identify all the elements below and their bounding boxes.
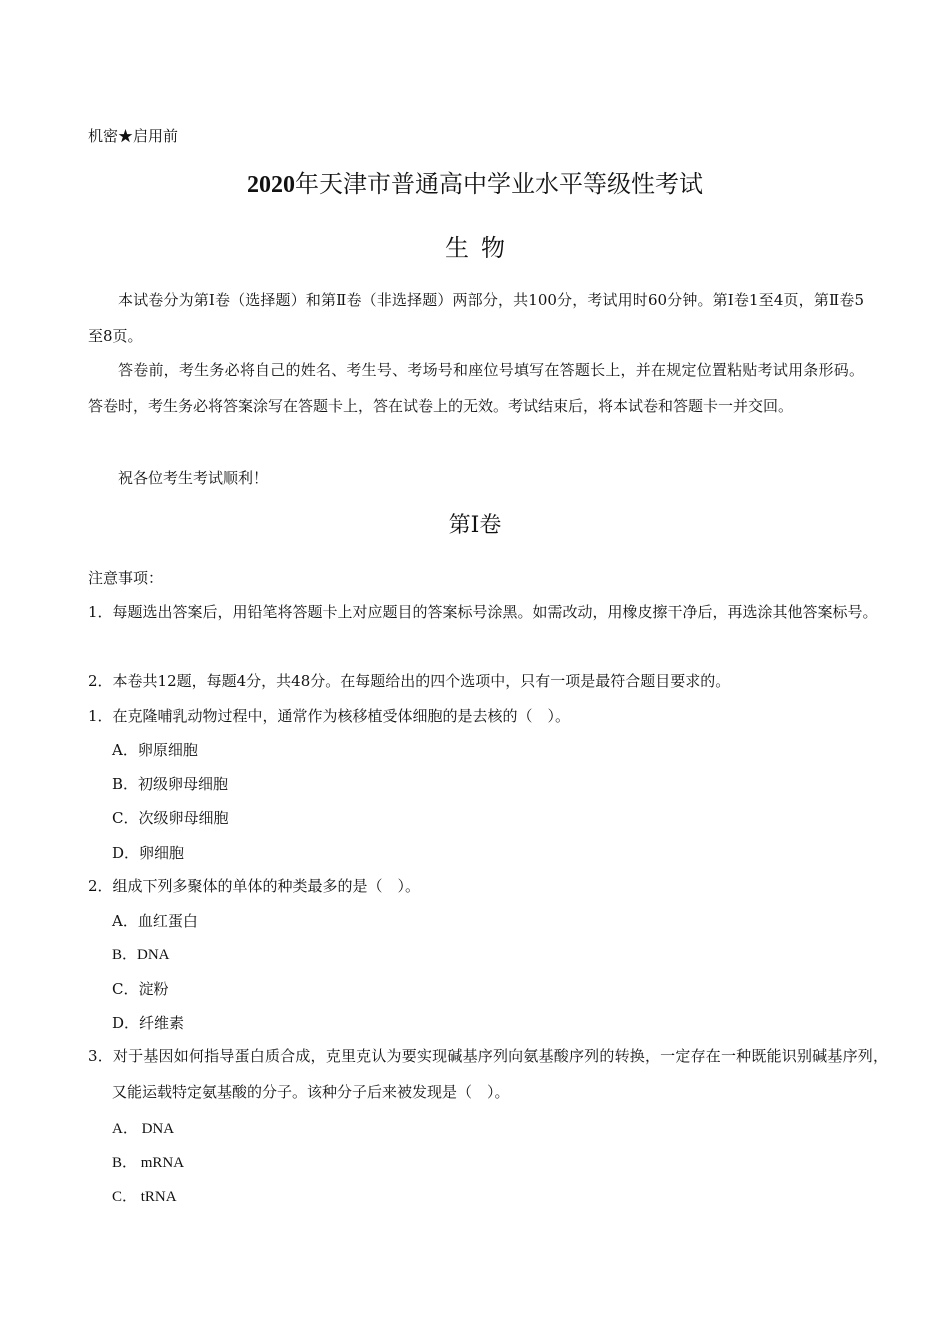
question-1-option-b: B．初级卵母细胞 [112,775,229,793]
question-3-stem: 3．对于基因如何指导蛋白质合成，克里克认为要实现碱基序列向氨基酸序列的转换，一定存在一种既能识别碱基序列，又能运载特定氨基酸的分子。该种分子后来被发现是（ ）。 [88,1047,888,1101]
notes-heading: 注意事项： [88,569,164,587]
confidential-label: 机密★启用前 [88,127,179,145]
question-1-option-c: C．次级卵母细胞 [112,809,229,827]
intro-paragraph-1: 本试卷分为第Ⅰ卷（选择题）和第Ⅱ卷（非选择题）两部分，共100分，考试用时60分钟。第Ⅰ卷1至4页，第Ⅱ卷5至8页。 [88,291,864,345]
question-2-option-a: A．血红蛋白 [112,912,198,930]
question-2-option-d: D．纤维素 [112,1014,185,1032]
section-title: 第Ⅰ卷 [448,513,502,538]
exam-title-text: 年天津市普通高中学业水平等级性考试 [295,170,703,198]
note-item-2: 2．本卷共12题，每题4分，共48分。在每题给出的四个选项中，只有一项是最符合题目要求的。 [88,672,731,690]
subject-title: 生物 [445,234,517,262]
question-2-option-b: B．DNA [112,947,170,963]
note-item-1: 1．每题选出答案后，用铅笔将答题卡上对应题目的答案标号涂黑。如需改动，用橡皮擦干净后，再选涂其他答案标号。 [88,603,878,621]
question-2-stem: 2．组成下列多聚体的单体的种类最多的是（ ）。 [88,877,421,895]
intro-paragraph-3: 祝各位考生考试顺利！ [118,469,269,487]
intro-paragraph-2: 答卷前，考生务必将自己的姓名、考生号、考场号和座位号填写在答题长上，并在规定位置粘贴考试用条形码。答卷时，考生务必将答案涂写在答题卡上，答在试卷上的无效。考试结束后，将本试卷和答题卡一并交回。 [88,361,864,415]
question-3-option-a: A． DNA [112,1121,175,1137]
question-3-option-c: C． tRNA [112,1189,177,1205]
question-1-stem: 1．在克隆哺乳动物过程中，通常作为核移植受体细胞的是去核的（ ）。 [88,707,571,725]
question-2-option-c: C．淀粉 [112,980,169,998]
question-1-option-a: A．卵原细胞 [112,741,198,759]
question-3-option-b: B． mRNA [112,1155,185,1171]
exam-title-year: 2020 [247,172,295,198]
exam-title [0,168,950,201]
question-1-option-d: D．卵细胞 [112,844,185,862]
